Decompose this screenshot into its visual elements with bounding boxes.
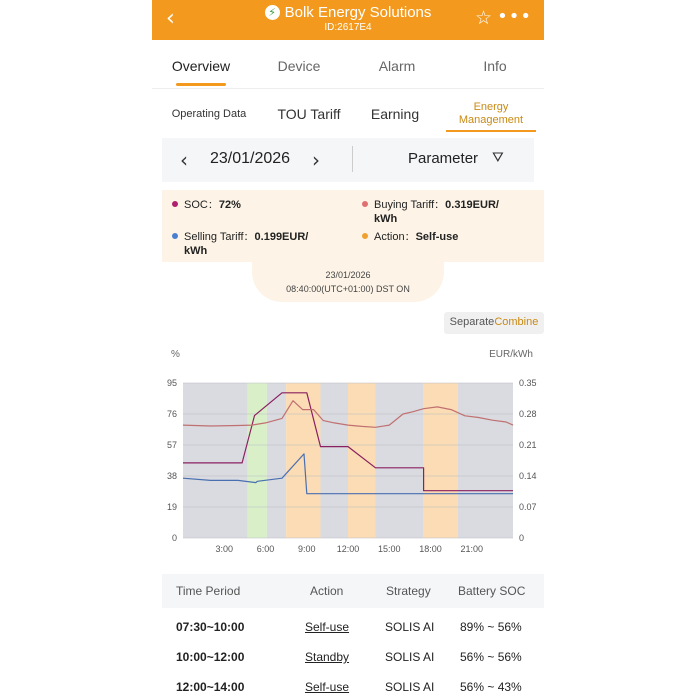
- row-period: 07:30~10:00: [176, 620, 245, 634]
- col-time-period: Time Period: [176, 584, 241, 598]
- mode-band-green: [248, 383, 267, 538]
- subtab-operating-data[interactable]: Operating Data: [171, 107, 247, 120]
- x-tick-label: 6:00: [256, 544, 275, 554]
- page-title: Bolk Energy Solutions: [284, 4, 432, 21]
- tooltip-card: [162, 190, 544, 262]
- buying-dot: [362, 201, 368, 207]
- more-icon[interactable]: •••: [497, 6, 532, 27]
- date-selector: [162, 138, 534, 182]
- y-right-tick-label: 0: [519, 533, 525, 543]
- tooltip-soc: SOC：72%: [172, 198, 241, 212]
- y-left-unit: %: [171, 349, 180, 360]
- mode-band-gray: [321, 383, 349, 538]
- y-right-unit: EUR/kWh: [489, 349, 533, 360]
- mode-band-orange: [424, 383, 458, 538]
- y-left-tick-label: 19: [166, 502, 177, 512]
- row-soc: 89% ~ 56%: [460, 620, 522, 634]
- mode-band-gray: [458, 383, 513, 538]
- tooltip-footer: [252, 262, 444, 302]
- selling-dot: [172, 233, 178, 239]
- y-right-tick-label: 0.28: [519, 409, 537, 419]
- tab-info[interactable]: Info: [483, 58, 507, 74]
- tab-divider: [152, 88, 544, 89]
- row-action-link[interactable]: Self-use: [305, 620, 350, 634]
- tooltip-selling-tariff: Selling Tariff：0.199EUR/ kWh: [172, 230, 308, 258]
- x-tick-label: 12:00: [336, 544, 360, 554]
- parameter-button[interactable]: Parameter: [408, 150, 479, 167]
- tab-overview[interactable]: Overview: [152, 48, 250, 88]
- mode-band-gray: [267, 383, 286, 538]
- x-tick-label: 21:00: [460, 544, 484, 554]
- tooltip-action: Action：Self-use: [362, 230, 458, 244]
- y-right-tick-label: 0.35: [519, 378, 537, 388]
- y-left-tick-label: 0: [171, 533, 177, 543]
- tooltip-buying-tariff: Buying Tariff：0.319EUR/ kWh: [362, 198, 499, 226]
- y-left-tick-label: 57: [166, 440, 177, 450]
- subtab-tou-tariff[interactable]: TOU Tariff: [277, 106, 341, 122]
- soc-dot: [172, 201, 178, 207]
- table-row: [162, 642, 544, 672]
- mode-band-orange: [286, 383, 320, 538]
- tooltip-time: 08:40:00(UTC+01:00) DST ON: [286, 284, 410, 294]
- star-icon[interactable]: ☆: [474, 7, 492, 29]
- action-dot: [362, 233, 368, 239]
- y-right-tick-label: 0.21: [519, 440, 537, 450]
- mode-band-gray: [183, 383, 248, 538]
- y-right-tick-label: 0.14: [519, 471, 537, 481]
- x-tick-label: 15:00: [377, 544, 401, 554]
- next-date-icon[interactable]: ›: [312, 148, 320, 172]
- row-soc: 56% ~ 56%: [460, 650, 522, 664]
- device-id: ID:2617E4: [324, 22, 372, 33]
- main-tabs: [152, 48, 544, 88]
- mode-band-orange: [348, 383, 376, 538]
- x-tick-label: 3:00: [215, 544, 234, 554]
- x-tick-label: 9:00: [297, 544, 316, 554]
- chevron-left-icon[interactable]: ‹: [166, 6, 175, 31]
- x-tick-label: 18:00: [419, 544, 442, 554]
- separate-toggle[interactable]: Separate: [449, 316, 495, 328]
- combine-toggle[interactable]: Combine: [494, 316, 539, 328]
- phone-screen: [152, 0, 544, 696]
- row-strategy: SOLIS AI: [385, 680, 435, 694]
- prev-date-icon[interactable]: ‹: [180, 148, 188, 172]
- row-strategy: SOLIS AI: [385, 650, 435, 664]
- tooltip-date: 23/01/2026: [325, 270, 371, 280]
- mode-band-gray: [376, 383, 424, 538]
- app-header: [152, 0, 544, 40]
- subtab-earning[interactable]: Earning: [370, 106, 420, 122]
- filter-icon[interactable]: ⛛: [492, 150, 504, 166]
- col-action: Action: [310, 584, 344, 598]
- table-header: [162, 574, 544, 608]
- row-action-link[interactable]: Standby: [305, 650, 350, 664]
- y-left-tick-label: 95: [166, 378, 177, 388]
- col-strategy: Strategy: [386, 584, 431, 598]
- table-row: [162, 612, 544, 642]
- y-left-tick-label: 38: [166, 471, 177, 481]
- subtab-energy-management[interactable]: Energy Management: [438, 101, 544, 127]
- lightning-icon: ⚡: [265, 5, 280, 20]
- tab-device[interactable]: Device: [277, 58, 321, 74]
- row-strategy: SOLIS AI: [385, 620, 435, 634]
- y-left-tick-label: 76: [166, 409, 177, 419]
- date-separator: [352, 146, 353, 172]
- row-action-link[interactable]: Self-use: [305, 680, 350, 694]
- energy-chart[interactable]: [152, 340, 544, 565]
- y-right-tick-label: 0.07: [519, 502, 537, 512]
- view-toggle: [444, 312, 544, 334]
- selected-date[interactable]: 23/01/2026: [210, 150, 291, 167]
- table-row: [162, 672, 544, 696]
- row-period: 12:00~14:00: [176, 680, 245, 694]
- col-battery-soc: Battery SOC: [458, 584, 526, 598]
- tab-alarm[interactable]: Alarm: [378, 58, 416, 74]
- sub-tabs: [152, 94, 544, 134]
- row-period: 10:00~12:00: [176, 650, 245, 664]
- row-soc: 56% ~ 43%: [460, 680, 522, 694]
